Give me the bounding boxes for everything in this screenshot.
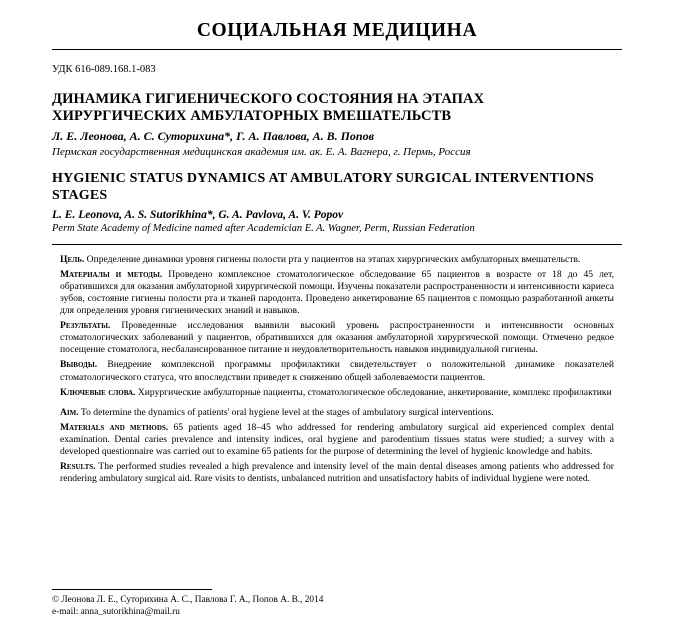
journal-section-title: СОЦИАЛЬНАЯ МЕДИЦИНА: [196, 20, 478, 41]
abstract-en-aim: [60, 407, 614, 419]
abstract-en-methods-label: Materials and methods.: [60, 421, 169, 433]
abstract-en-results-text: The performed studies revealed a high prevalence and intensity level of the main dental diseases among patients who addressed for rendering ambulatory surgical aid. Rare visits to dentists, unbalanced nutrition and unsatisfactory habits of individual hygiene were noted.: [60, 460, 614, 485]
article-title-en: HYGIENIC STATUS DYNAMICS AT AMBULATORY SURGICAL INTERVENTIONS STAGES: [52, 171, 595, 204]
abstract-ru-conclusions: [60, 359, 614, 383]
abstract-ru-results-label: Результаты.: [60, 320, 111, 332]
header-divider: [52, 49, 622, 50]
article-title-ru: ДИНАМИКА ГИГИЕНИЧЕСКОГО СОСТОЯНИЯ НА ЭТАПАХ ХИРУРГИЧЕСКИХ АМБУЛАТОРНЫХ ВМЕШАТЕЛЬСТВ: [52, 91, 485, 125]
contact-email[interactable]: e-mail: anna_sutorikhina@mail.ru: [52, 606, 180, 617]
page-footer: [52, 583, 622, 618]
copyright-line: © Леонова Л. Е., Суторихина А. С., Павлова Г. А., Попов А. В., 2014: [52, 594, 324, 605]
abstract-en-methods-text: 65 patients aged 18–45 who addressed for rendering ambulatory surgical aid experienced complex dental examination. Dental caries prevalence and intensity indices, oral hygiene and parodentium tissues status were studied; a survey with a developed questionnaire was carried out to examine 65 patients for the purpose of determining the level of hygienic knowledge and habits.: [60, 421, 615, 457]
article-affiliation-ru: Пермская государственная медицинская академия им. ак. Е. А. Вагнера, г. Пермь, Россия: [52, 146, 471, 159]
abstract-ru-keywords-text: Хирургические амбулаторные пациенты, стоматологическое обследование, анкетирование, комплекс профилактики: [135, 386, 612, 398]
abstract-ru-aim: [60, 254, 614, 266]
abstract-ru-methods: [60, 269, 614, 317]
abstract-ru-conclusions-label: Выводы.: [60, 359, 98, 371]
udk-code: УДК 616-089.168.1-083: [52, 64, 156, 75]
abstract-ru-aim-text: Определение динамики уровня гигиены полости рта у пациентов на этапах хирургических амбулаторных вмешательств.: [84, 253, 581, 265]
article-authors-en: L. E. Leonova, A. S. Sutorikhina*, G. A. Pavlova, A. V. Popov: [52, 208, 344, 221]
abstract-ru: [52, 254, 622, 485]
abstract-ru-methods-text: Проведено комплексное стоматологическое обследование 65 пациентов в возрасте от 18 до 45 лет, обратившихся для оказания амбулаторной хирургической помощи. Изучены показатели распространенности и интенсивности кариеса зубов, состояние гигиены полости рта и тканей пародонта. Проведено анкетирование 65 пациентов с помощью разработанной анкеты для определения уровня гигиенических знаний и навыков.: [60, 268, 615, 317]
abstract-en-aim-text: To determine the dynamics of patients' oral hygiene level at the stages of ambulatory surgical interventions.: [78, 406, 494, 418]
abstract-divider: [52, 244, 622, 245]
abstract-ru-keywords: [60, 387, 614, 399]
article-affiliation-en: Perm State Academy of Medicine named after Academician E. A. Wagner, Perm, Russian Federation: [52, 222, 475, 234]
abstract-ru-results: [60, 320, 614, 356]
abstract-en-methods: [60, 422, 614, 458]
abstract-ru-results-text: Проведенные исследования выявили высокий уровень распространенности и интенсивности основных стоматологических заболеваний у пациентов, обратившихся для оказания амбулаторной хирургической помощи. Отмечено редкое посещение стоматолога, несбалансированное питание и неудовлетворительность навыков индивидуальной гигиены.: [60, 320, 614, 356]
abstract-en-results: [60, 461, 614, 485]
abstract-ru-keywords-label: Ключевые слова.: [60, 386, 136, 398]
abstract-ru-aim-label: Цель.: [60, 253, 85, 265]
abstract-en-aim-label: Aim.: [60, 406, 79, 418]
footer-divider: [52, 589, 212, 590]
abstract-ru-methods-label: Материалы и методы.: [60, 268, 163, 280]
article-authors-ru: Л. Е. Леонова, А. С. Суторихина*, Г. А. Павлова, А. В. Попов: [52, 129, 374, 144]
abstract-en-results-label: Results.: [60, 460, 96, 472]
abstract-ru-conclusions-text: Внедрение комплексной программы профилактики свидетельствует о положительной динамике показателей стоматологического статуса, что впоследствии приведет к снижению общей заболеваемости пациентов.: [60, 359, 614, 383]
